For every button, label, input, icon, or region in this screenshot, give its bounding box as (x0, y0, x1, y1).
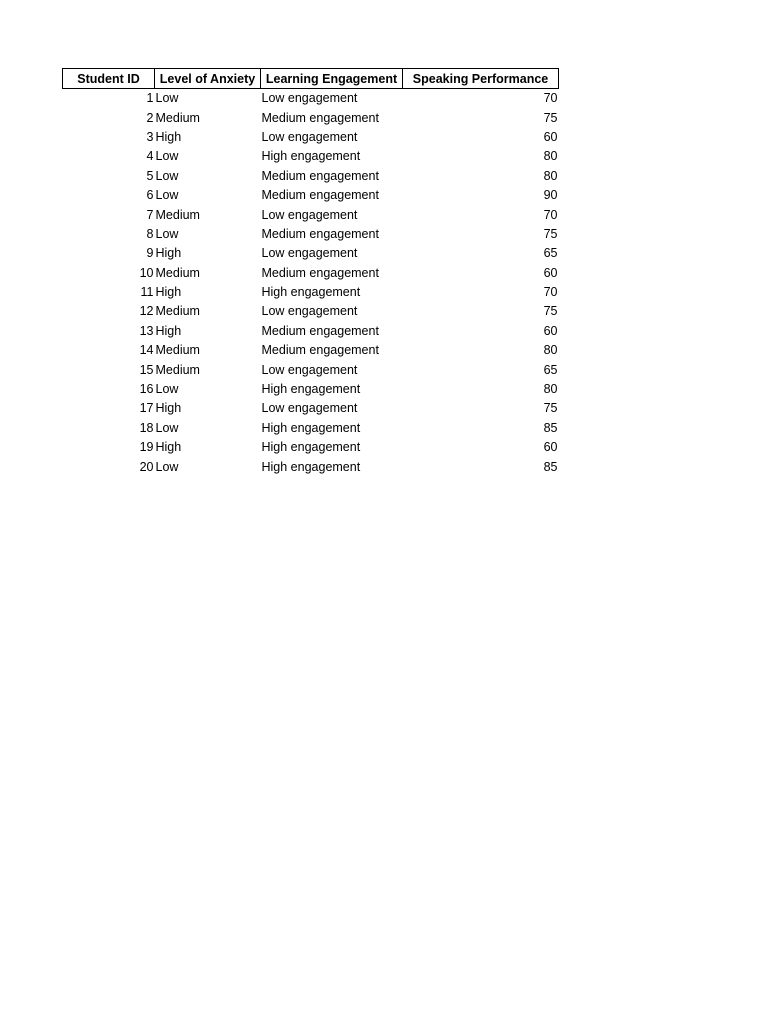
table-row (63, 108, 559, 127)
table-row (63, 283, 559, 302)
cell-speaking-performance: 70 (543, 285, 558, 300)
cell-level-of-anxiety: Medium (155, 110, 200, 125)
cell-student-id: 3 (146, 129, 154, 144)
cell-level-of-anxiety: Low (155, 168, 179, 183)
table-row (63, 341, 559, 360)
cell-speaking-performance: 70 (543, 91, 558, 106)
cell-speaking-performance: 60 (543, 129, 558, 144)
cell-student-id: 8 (146, 226, 154, 241)
cell-learning-engagement: Medium engagement (261, 343, 379, 358)
cell-speaking-performance: 85 (543, 459, 558, 474)
cell-student-id: 11 (140, 285, 154, 300)
cell-student-id: 2 (146, 110, 154, 125)
cell-speaking-performance: 80 (543, 382, 558, 397)
cell-level-of-anxiety: High (155, 246, 182, 261)
cell-learning-engagement: Low engagement (261, 129, 358, 144)
cell-student-id: 16 (139, 382, 154, 397)
cell-level-of-anxiety: High (155, 440, 182, 455)
cell-student-id: 4 (146, 149, 154, 164)
table-row (63, 380, 559, 399)
cell-speaking-performance: 80 (543, 149, 558, 164)
cell-speaking-performance: 75 (543, 401, 558, 416)
cell-level-of-anxiety: High (155, 285, 182, 300)
cell-student-id: 14 (139, 343, 154, 358)
cell-speaking-performance: 80 (543, 343, 558, 358)
cell-level-of-anxiety: Medium (155, 207, 200, 222)
cell-level-of-anxiety: High (155, 401, 182, 416)
cell-level-of-anxiety: Medium (155, 343, 200, 358)
table-row (63, 302, 559, 321)
cell-learning-engagement: Low engagement (261, 401, 358, 416)
cell-student-id: 7 (146, 207, 154, 222)
cell-student-id: 18 (139, 420, 154, 435)
cell-learning-engagement: Low engagement (261, 207, 358, 222)
cell-student-id: 5 (146, 168, 154, 183)
table-header (63, 69, 559, 89)
cell-speaking-performance: 75 (543, 226, 558, 241)
table-row (63, 147, 559, 166)
cell-level-of-anxiety: Medium (155, 304, 200, 319)
cell-learning-engagement: Low engagement (261, 304, 358, 319)
table-row (63, 89, 559, 109)
header-row (63, 69, 559, 89)
cell-speaking-performance: 65 (543, 246, 558, 261)
table-row (63, 167, 559, 186)
cell-student-id: 15 (139, 362, 154, 377)
table-row (63, 360, 559, 379)
cell-speaking-performance: 80 (543, 168, 558, 183)
data-table (62, 68, 559, 477)
cell-student-id: 20 (139, 459, 154, 474)
cell-learning-engagement: High engagement (261, 420, 361, 435)
cell-student-id: 10 (139, 265, 154, 280)
cell-student-id: 6 (146, 188, 154, 203)
header-student-id: Student ID (63, 69, 155, 89)
table-row (63, 457, 559, 476)
cell-level-of-anxiety: High (155, 323, 182, 338)
table-row (63, 419, 559, 438)
cell-learning-engagement: Medium engagement (261, 323, 379, 338)
cell-level-of-anxiety: Low (155, 188, 179, 203)
cell-learning-engagement: High engagement (261, 459, 361, 474)
cell-level-of-anxiety: Low (155, 459, 179, 474)
cell-student-id: 1 (146, 91, 154, 106)
cell-speaking-performance: 60 (543, 323, 558, 338)
table-row (63, 205, 559, 224)
table-body (63, 89, 559, 477)
cell-speaking-performance: 70 (543, 207, 558, 222)
cell-level-of-anxiety: Low (155, 226, 179, 241)
cell-speaking-performance: 65 (543, 362, 558, 377)
table-row (63, 322, 559, 341)
table-row (63, 244, 559, 263)
cell-learning-engagement: Medium engagement (261, 226, 379, 241)
cell-speaking-performance: 75 (543, 304, 558, 319)
cell-learning-engagement: High engagement (261, 285, 361, 300)
cell-speaking-performance: 90 (543, 188, 558, 203)
cell-student-id: 17 (139, 401, 154, 416)
cell-student-id: 9 (146, 246, 154, 261)
cell-speaking-performance: 60 (543, 440, 558, 455)
cell-learning-engagement: High engagement (261, 149, 361, 164)
table-row (63, 186, 559, 205)
cell-level-of-anxiety: Low (155, 420, 179, 435)
cell-level-of-anxiety: Low (155, 91, 179, 106)
cell-speaking-performance: 75 (543, 110, 558, 125)
cell-student-id: 13 (139, 323, 154, 338)
cell-speaking-performance: 85 (543, 420, 558, 435)
cell-learning-engagement: Medium engagement (261, 265, 379, 280)
header-learning-engagement: Learning Engagement (261, 69, 403, 89)
table-row (63, 399, 559, 418)
table-row (63, 438, 559, 457)
table-row (63, 264, 559, 283)
cell-level-of-anxiety: Low (155, 149, 179, 164)
cell-learning-engagement: Low engagement (261, 91, 358, 106)
cell-student-id: 19 (139, 440, 154, 455)
cell-learning-engagement: Low engagement (261, 246, 358, 261)
cell-learning-engagement: Medium engagement (261, 188, 379, 203)
cell-level-of-anxiety: Medium (155, 362, 200, 377)
cell-learning-engagement: Low engagement (261, 362, 358, 377)
cell-learning-engagement: Medium engagement (261, 110, 379, 125)
cell-level-of-anxiety: High (155, 129, 182, 144)
cell-learning-engagement: High engagement (261, 382, 361, 397)
cell-speaking-performance: 60 (543, 265, 558, 280)
table-row (63, 225, 559, 244)
header-speaking-performance: Speaking Performance (403, 69, 559, 89)
cell-level-of-anxiety: Medium (155, 265, 200, 280)
cell-learning-engagement: Medium engagement (261, 168, 379, 183)
cell-learning-engagement: High engagement (261, 440, 361, 455)
cell-student-id: 12 (139, 304, 154, 319)
table-row (63, 128, 559, 147)
cell-level-of-anxiety: Low (155, 382, 179, 397)
header-level-of-anxiety: Level of Anxiety (155, 69, 261, 89)
